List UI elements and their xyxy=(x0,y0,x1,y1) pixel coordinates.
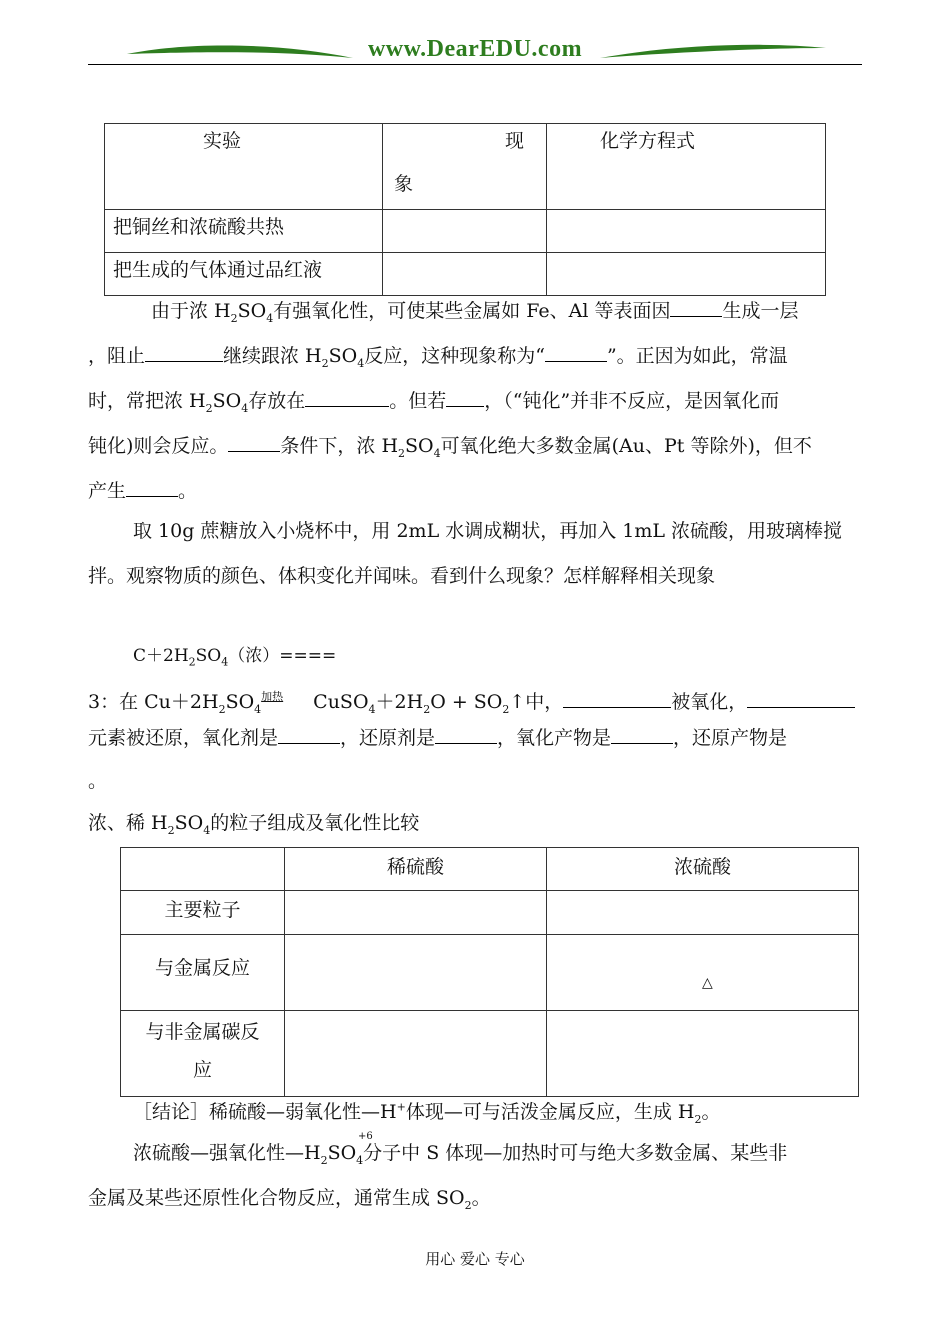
table-cell: 与非金属碳反 应 xyxy=(121,1011,285,1097)
fill-blank xyxy=(435,725,497,744)
table-cell xyxy=(383,210,547,253)
table-row xyxy=(105,210,826,253)
section-title: 浓、稀 $H_2SO_4$的粒子组成及氧化性比较 xyxy=(88,812,420,837)
table-cell: 把铜丝和浓硫酸共热 xyxy=(105,210,383,253)
fill-blank xyxy=(545,343,607,362)
conclusion-line: 浓硫酸—强氧化性$—H_2SO_4$分子中 S 体现—加热时可与绝大多数金属、某些非 xyxy=(133,1142,788,1167)
experiment-table xyxy=(104,123,826,296)
table-header-cell: 浓硫酸 xyxy=(547,848,859,891)
paragraph-line: 拌。观察物质的颜色、体积变化并闻味。看到什么现象？怎样解释相关现象 xyxy=(88,565,716,587)
table-row xyxy=(121,1011,859,1097)
fill-blank xyxy=(278,725,340,744)
conclusion-line: 金属及某些还原性化合物反应，通常生成 $SO_2$。 xyxy=(88,1187,491,1212)
conclusion-line: ［结论］稀硫酸—弱氧化性— +6 H+体现—可与活泼金属反应，生成 $H_2$。 xyxy=(133,1100,721,1142)
table-row xyxy=(105,253,826,296)
oxidation-state-label: +6 xyxy=(358,1131,373,1142)
paragraph-line: ，阻止 继续跟浓 $H_2SO_4$反应，这种现象称为“ ”。正因为如此，常温 xyxy=(88,345,788,370)
table-header-cell: 化学方程式 xyxy=(547,124,826,210)
question-line: 。 xyxy=(88,770,108,792)
fill-blank xyxy=(563,689,671,708)
paragraph-line: 钝化)则会反应。 条件下，浓 $H_2SO_4$可氧化绝大多数金属(Au、Pt 等除外)，但不 xyxy=(88,435,812,460)
table-cell xyxy=(547,935,859,1011)
table-cell: 把生成的气体通过品红液 xyxy=(105,253,383,296)
table-header-cell: 现 象 xyxy=(383,124,547,210)
comparison-table xyxy=(120,847,859,1097)
site-logo-text: www.DearEDU.com xyxy=(367,36,583,62)
heat-condition-label: 加热 xyxy=(261,690,284,703)
question-line: 3：在 $Cu+2H_2SO_4$加热 $CuSO_4+2H_2O$ + $SO_2↑$中， 被氧化， xyxy=(88,682,855,717)
fill-blank xyxy=(305,388,389,407)
table-row xyxy=(121,935,859,1011)
table-cell xyxy=(547,253,826,296)
paragraph-line: 产生 。 xyxy=(88,480,198,502)
table-cell xyxy=(285,891,547,935)
fill-blank xyxy=(611,725,673,744)
fill-blank xyxy=(446,388,484,407)
table-cell xyxy=(547,1011,859,1097)
table-cell xyxy=(285,935,547,1011)
table-cell xyxy=(547,210,826,253)
table-cell xyxy=(383,253,547,296)
fill-blank xyxy=(747,689,855,708)
table-cell xyxy=(547,891,859,935)
table-row xyxy=(121,848,859,891)
paragraph-line: 由于浓 $H_2SO_4$有强氧化性，可使某些金属如 Fe、Al 等表面因 生成一层 xyxy=(151,300,799,325)
paragraph-line: 取 10g 蔗糖放入小烧杯中，用 2mL 水调成糊状，再加入 1mL 浓硫酸，用玻璃棒搅 xyxy=(133,520,843,542)
table-cell: 与金属反应 xyxy=(121,935,285,1011)
paragraph-line: 时，常把浓 $H_2SO_4$存放在 。但若 ，（“钝化”并非不反应，是因氧化而 xyxy=(88,390,780,415)
header-rule xyxy=(88,64,862,65)
table-cell xyxy=(285,1011,547,1097)
table-cell: 主要粒子 xyxy=(121,891,285,935)
fill-blank xyxy=(126,478,178,497)
table-header-cell xyxy=(121,848,285,891)
fill-blank xyxy=(670,298,722,317)
table-row xyxy=(105,124,826,210)
page-footer: 用心 爱心 专心 xyxy=(425,1250,525,1268)
question-line: 元素被还原，氧化剂是 ，还原剂是 ，氧化产物是 ，还原产物是 xyxy=(88,727,788,749)
fill-blank xyxy=(228,433,280,452)
table-row xyxy=(121,891,859,935)
heat-triangle-icon: △ xyxy=(702,975,713,991)
table-header-cell: 稀硫酸 xyxy=(285,848,547,891)
equation-line: $C+2H_2SO_4$（浓）==== xyxy=(133,646,337,669)
table-header-cell: 实验 xyxy=(105,124,383,210)
fill-blank xyxy=(145,343,223,362)
